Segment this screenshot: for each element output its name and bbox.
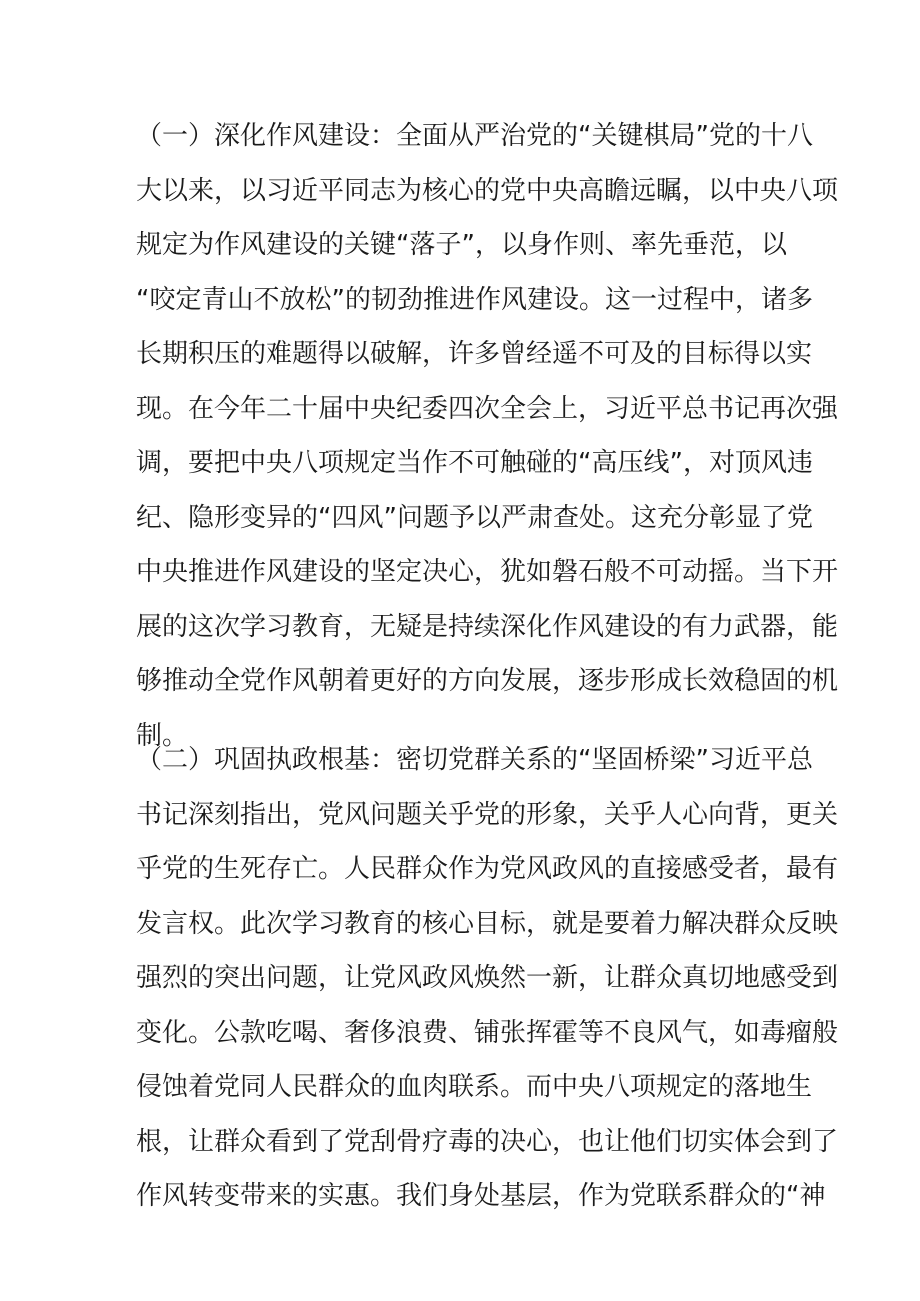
paragraph-1 <box>136 109 839 763</box>
paragraph-1-line: 中央推进作风建设的坚定决心，犹如磐石般不可动摇。当下开 <box>136 557 839 587</box>
paragraph-1-line: 纪、隐形变异的“四风”问题予以严肃查处。这充分彰显了党 <box>136 502 813 533</box>
paragraph-2-line: 作风转变带来的实惠。我们身处基层，作为党联系群众的“神 <box>136 1181 826 1211</box>
paragraph-1-line: 长期积压的难题得以破解，许多曾经遥不可及的目标得以实 <box>136 339 813 369</box>
paragraph-1-line: 展的这次学习教育，无疑是持续深化作风建设的有力武器，能 <box>136 611 839 642</box>
paragraph-1-line: （一）深化作风建设：全面从严治党的“关键棋局”党的十八 <box>136 121 813 151</box>
paragraph-2-line: 变化。公款吃喝、奢侈浪费、铺张挥霍等不良风气，如毒瘤般 <box>136 1017 839 1048</box>
paragraph-1-line: 够推动全党作风朝着更好的方向发展，逐步形成长效稳固的机 <box>136 666 839 696</box>
paragraph-2-line: （二）巩固执政根基：密切党群关系的“坚固桥梁”习近平总 <box>136 745 813 775</box>
paragraph-1-line: 制。 <box>136 720 189 751</box>
paragraph-2-line: 发言权。此次学习教育的核心目标，就是要着力解决群众反映 <box>136 908 839 939</box>
paragraph-2-line: 根，让群众看到了党刮骨疗毒的决心，也让他们切实体会到了 <box>136 1126 839 1157</box>
paragraph-2 <box>136 733 839 1224</box>
paragraph-2-line: 乎党的生死存亡。人民群众作为党风政风的直接感受者，最有 <box>136 854 839 884</box>
paragraph-1-line: 调，要把中央八项规定当作不可触碰的“高压线”，对顶风违 <box>136 448 813 478</box>
paragraph-2-line: 书记深刻指出，党风问题关乎党的形象，关乎人心向背，更关 <box>136 799 839 830</box>
paragraph-2-line: 强烈的突出问题，让党风政风焕然一新，让群众真切地感受到 <box>136 963 839 993</box>
paragraph-2-line: 侵蚀着党同人民群众的血肉联系。而中央八项规定的落地生 <box>136 1072 813 1102</box>
paragraph-1-line: “咬定青山不放松”的韧劲推进作风建设。这一过程中，诸多 <box>136 284 813 315</box>
paragraph-1-line: 现。在今年二十届中央纪委四次全会上，习近平总书记再次强 <box>136 393 839 424</box>
paragraph-1-line: 规定为作风建设的关键“落子”，以身作则、率先垂范，以 <box>136 230 787 260</box>
paragraph-1-line: 大以来，以习近平同志为核心的党中央高瞻远瞩，以中央八项 <box>136 175 839 206</box>
